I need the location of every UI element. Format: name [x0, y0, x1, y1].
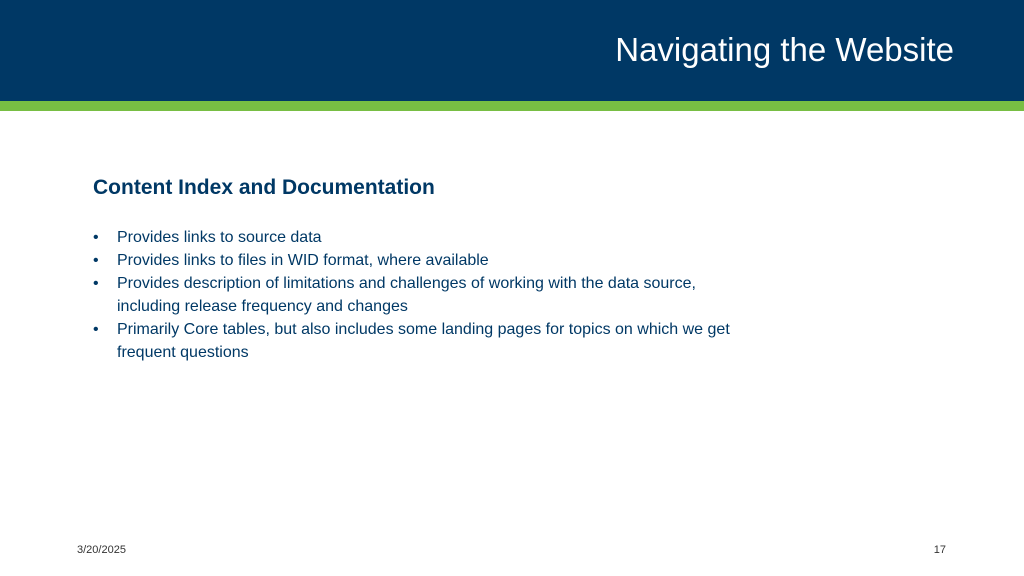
header-band: [0, 0, 1024, 101]
bullet-icon: •: [93, 229, 99, 246]
footer-date: 3/20/2025: [77, 544, 126, 556]
bullet-text: Primarily Core tables, but also includes some landing pages for topics on which we get frequent questions: [117, 321, 730, 361]
page-number: 17: [933, 544, 946, 556]
slide-title: Navigating the Website: [615, 31, 954, 68]
bullet-list: [93, 226, 753, 364]
section-heading: Content Index and Documentation: [93, 176, 435, 199]
bullet-icon: •: [93, 252, 99, 269]
bullet-item: [93, 318, 753, 364]
accent-bar: [0, 101, 1024, 111]
bullet-text: Provides links to source data: [117, 229, 322, 246]
bullet-text: Provides description of limitations and challenges of working with the data source, including release frequency and changes: [117, 275, 696, 315]
bullet-item: [93, 226, 753, 249]
bullet-text: Provides links to files in WID format, where available: [117, 252, 489, 269]
bullet-icon: •: [93, 275, 99, 292]
bullet-item: [93, 249, 753, 272]
bullet-item: [93, 272, 753, 318]
bullet-icon: •: [93, 321, 99, 338]
